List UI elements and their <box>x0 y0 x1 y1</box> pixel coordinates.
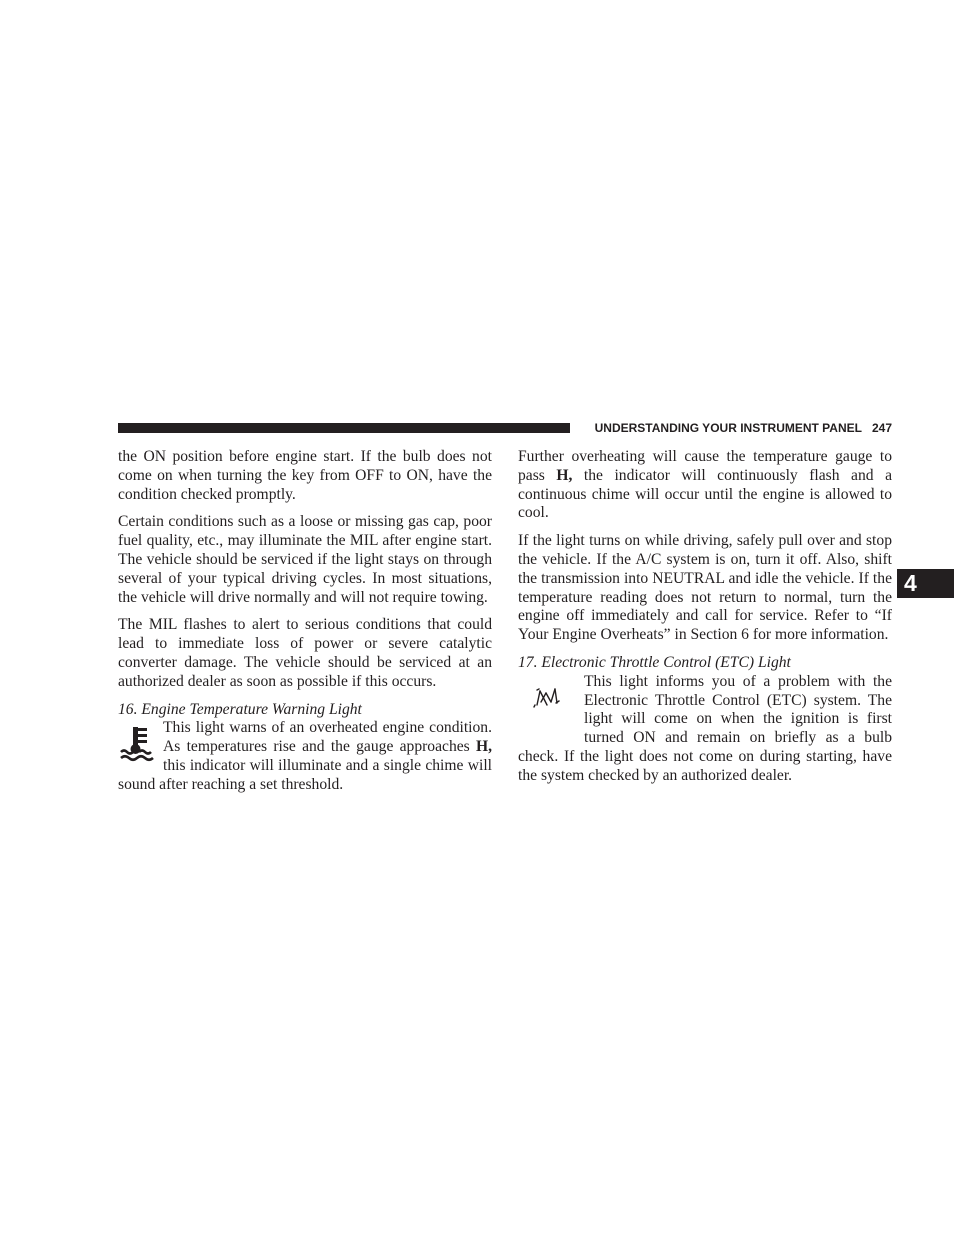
engine-temperature-icon <box>118 719 162 775</box>
left-column <box>118 448 492 795</box>
chapter-tab: 4 <box>897 569 954 598</box>
paragraph: Certain conditions such as a loose or missing gas cap, poor fuel quality, etc., may illuminate the MIL after engine start. The vehicle should be serviced if the light stays on through several of your typical driving cycles. In most situations, the vehicle will drive normally and will not require towing. <box>118 513 492 606</box>
paragraph: Further overheating will cause the temperature gauge to pass H, the indicator will continuously flash and a continuous chime will occur until the engine is allowed to cool. <box>518 448 892 522</box>
right-column <box>518 448 892 786</box>
paragraph: If the light turns on while driving, safely pull over and stop the vehicle. If the A/C system is on, turn it off. Also, shift the transmission into NEUTRAL and idle the vehicle. If the temperature reading does not return to normal, turn the engine off immediately and call for service. Refer to “If Your Engine Overheats” in Section 6 for more information. <box>518 532 892 644</box>
section-16-heading: 16. Engine Temperature Warning Light <box>118 700 362 718</box>
paragraph: the ON position before engine start. If the bulb does not come on when turning the key from OFF to ON, have the condition checked promptly. <box>118 448 492 503</box>
page-number: 247 <box>871 421 892 435</box>
paragraph: This light warns of an overheated engine condition. As temperatures rise and the gauge approaches H, this indicator will illuminate and a single chime will sound after reaching a set threshold. <box>118 719 492 793</box>
paragraph: This light informs you of a problem with the Electronic Throttle Control (ETC) system. The light will come on when the ignition is first turned ON and remain on briefly as a bulb check. If the light does not come on during starting, have the system checked by an authorized dealer. <box>518 672 892 784</box>
section-title: UNDERSTANDING YOUR INSTRUMENT PANEL <box>594 421 862 435</box>
electronic-throttle-control-icon <box>518 673 582 743</box>
header-rule <box>118 423 570 433</box>
section-17-heading: 17. Electronic Throttle Control (ETC) Light <box>518 653 791 671</box>
section-17-body <box>518 673 892 786</box>
section-16-body <box>118 719 492 794</box>
running-header <box>580 420 892 436</box>
paragraph: The MIL flashes to alert to serious conditions that could lead to immediate loss of power or severe catalytic converter damage. The vehicle should be serviced at an authorized dealer as soon as possible if this occurs. <box>118 616 492 690</box>
